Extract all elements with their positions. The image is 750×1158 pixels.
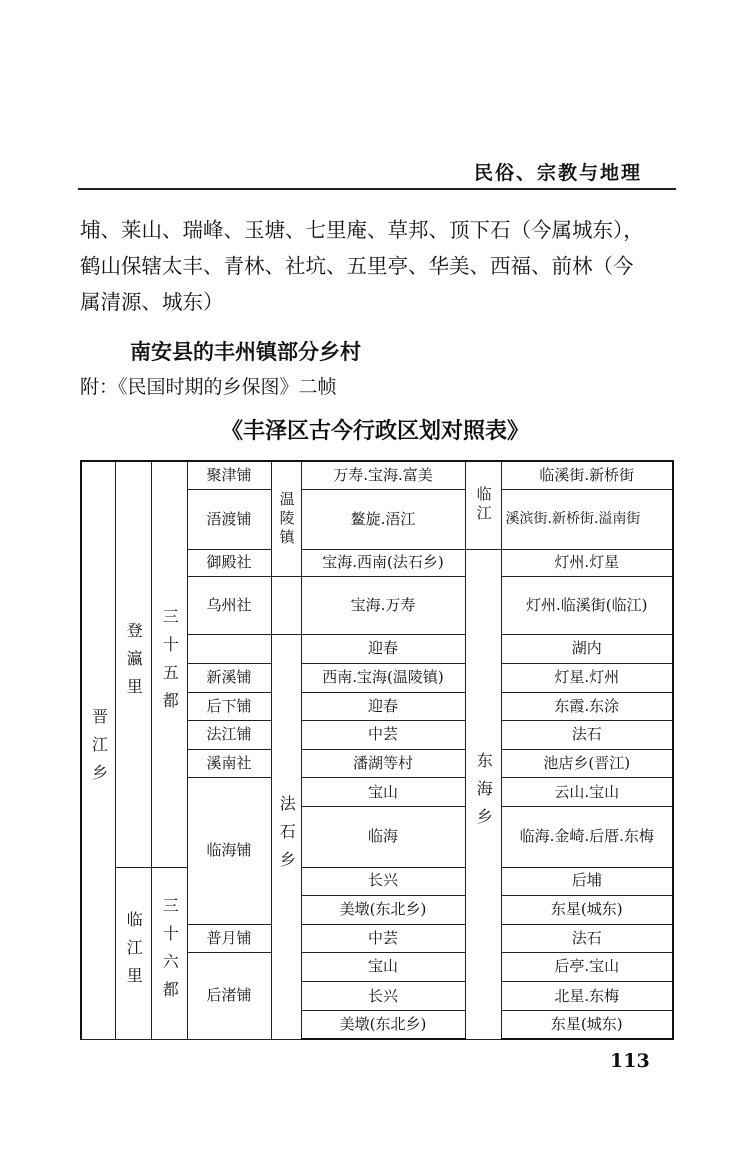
- zhen-cell: 温陵镇: [271, 461, 301, 577]
- old-name-cell: 美墩(东北乡): [301, 1011, 465, 1039]
- pu-cell: 法江铺: [187, 720, 271, 749]
- old-name-cell: 鳌旋.浯江: [301, 489, 465, 549]
- new-name-cell: 灯州.灯星: [501, 549, 673, 576]
- new-name-cell: 后埔: [501, 867, 673, 895]
- body-paragraph: [80, 212, 680, 320]
- pu-cell: 后下铺: [187, 692, 271, 720]
- new-name-cell: 法石: [501, 924, 673, 952]
- old-name-cell: 长兴: [301, 982, 465, 1011]
- xiang-cell: 法石乡: [271, 635, 301, 1039]
- old-name-cell: 迎春: [301, 692, 465, 720]
- pu-cell: 普月铺: [187, 924, 271, 952]
- table-title: 《丰泽区古今行政区划对照表》: [220, 419, 529, 444]
- old-name-cell: 中芸: [301, 924, 465, 952]
- pu-cell: 聚津铺: [187, 461, 271, 489]
- pu-cell: 临海铺: [187, 778, 271, 925]
- new-name-cell: 东星(城东): [501, 1011, 673, 1039]
- old-name-cell: 潘湖等村: [301, 749, 465, 777]
- old-name-cell: 临海: [301, 807, 465, 867]
- pu-cell: 新溪铺: [187, 663, 271, 692]
- pu-cell: 乌州社: [187, 577, 271, 635]
- du-cell: 三十五都: [151, 461, 187, 867]
- old-name-cell: 宝山: [301, 778, 465, 807]
- old-name-cell: 宝海.西南(法石乡): [301, 549, 465, 576]
- pu-cell: 御殿社: [187, 549, 271, 576]
- new-name-cell: 法石: [501, 720, 673, 749]
- pu-cell: 后渚铺: [187, 952, 271, 1039]
- li-cell: 临江里: [115, 867, 151, 1039]
- du-cell: 三十六都: [151, 867, 187, 1039]
- old-name-cell: 迎春: [301, 635, 465, 663]
- subtitle: 南安县的丰州镇部分乡村: [130, 340, 361, 364]
- new-name-cell: 池店乡(晋江): [501, 749, 673, 777]
- old-name-cell: 长兴: [301, 867, 465, 895]
- old-name-cell: 美墩(东北乡): [301, 895, 465, 924]
- new-name-cell: 溪滨街.新桥街.溢南街: [501, 489, 673, 549]
- old-name-cell: 西南.宝海(温陵镇): [301, 663, 465, 692]
- new-name-cell: 灯州.临溪街(临江): [501, 577, 673, 635]
- old-name-cell: 宝海.万寿: [301, 577, 465, 635]
- new-name-cell: 北星.东梅: [501, 982, 673, 1011]
- xiang-cell: 晋江乡: [81, 461, 115, 1039]
- appendix-note: 附：《民国时期的乡保图》二帧: [80, 376, 337, 398]
- li-cell: 登瀛里: [115, 461, 151, 867]
- region-cell: 东海乡: [465, 549, 501, 1039]
- old-name-cell: 宝山: [301, 952, 465, 981]
- pu-blank-cell: [187, 635, 271, 663]
- paragraph-line: 鹤山保辖太丰、青林、社坑、五里亭、华美、西福、前林（今: [80, 254, 634, 278]
- zhen-blank-cell: [271, 577, 301, 635]
- new-name-cell: 后亭.宝山: [501, 952, 673, 981]
- header-rule: [78, 188, 676, 190]
- section-header: 民俗、宗教与地理: [474, 162, 643, 184]
- paragraph-line: 属清源、城东）: [80, 290, 224, 314]
- new-name-cell: 临溪街.新桥街: [501, 461, 673, 489]
- pu-cell: 溪南社: [187, 749, 271, 777]
- old-name-cell: 中芸: [301, 720, 465, 749]
- new-name-cell: 湖内: [501, 635, 673, 663]
- new-name-cell: 云山.宝山: [501, 778, 673, 807]
- paragraph-line: 埔、莱山、瑞峰、玉塘、七里庵、草邦、顶下石（今属城东），: [80, 218, 644, 242]
- page-number: 113: [610, 1050, 650, 1072]
- pu-cell: 浯渡铺: [187, 489, 271, 549]
- comparison-table: [80, 460, 674, 1040]
- new-name-cell: 东星(城东): [501, 895, 673, 924]
- region-cell: 临江: [465, 461, 501, 549]
- new-name-cell: 灯星.灯州: [501, 663, 673, 692]
- old-name-cell: 万寿.宝海.富美: [301, 461, 465, 489]
- new-name-cell: 东霞.东涂: [501, 692, 673, 720]
- new-name-cell: 临海.金崎.后厝.东梅: [501, 807, 673, 867]
